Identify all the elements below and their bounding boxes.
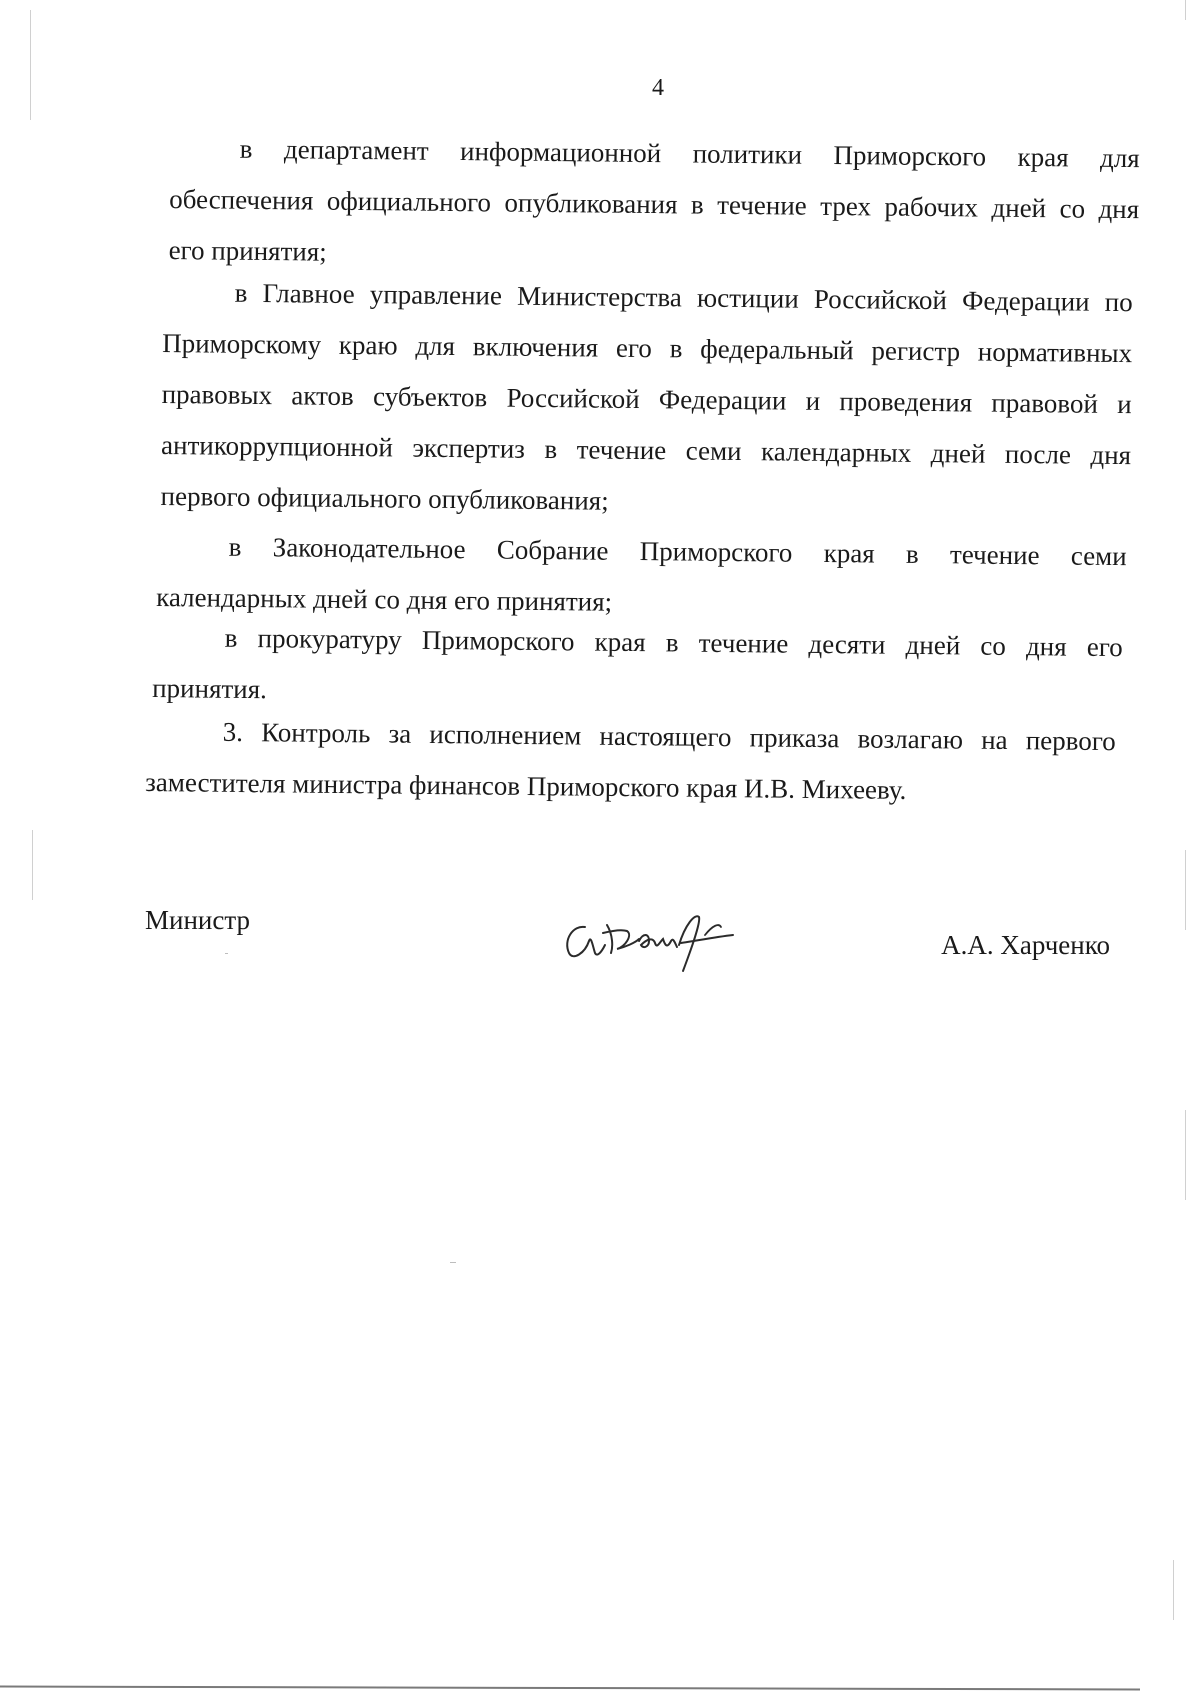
paragraph-line: 3. Контроль за исполнением настоящего приказа возлагаю на первого xyxy=(222,716,1116,757)
paragraph-2 xyxy=(160,267,1133,532)
scan-artifact xyxy=(225,953,228,954)
signature-block xyxy=(145,895,1110,985)
scan-artifact xyxy=(1185,1110,1186,1200)
scan-artifact xyxy=(1185,850,1186,930)
paragraph-line: его принятия; xyxy=(168,234,327,267)
signer-title: Министр xyxy=(145,905,250,935)
scan-artifact xyxy=(30,10,31,120)
paragraph-5 xyxy=(145,706,1116,818)
paragraph-line: календарных дней со дня его принятия; xyxy=(156,581,613,617)
paragraph-line: антикоррупционной экспертиз в течение семи календарных дней после дня xyxy=(160,429,1132,471)
paragraph-line: обеспечения официального опубликования в течение трех рабочих дней со дня xyxy=(169,183,1140,225)
paragraph-line: в Законодательное Собрание Приморского края в течение семи xyxy=(228,531,1127,572)
paragraph-line: в прокуратуру Приморского края в течение десяти дней со дня его xyxy=(224,622,1123,663)
paragraph-line: первого официального опубликования; xyxy=(160,480,609,516)
paragraph-line: в департамент информационной политики Приморского края для xyxy=(239,133,1140,174)
paragraph-1 xyxy=(168,123,1140,286)
page-number: 4 xyxy=(652,75,664,101)
scan-artifact xyxy=(1173,1560,1174,1620)
paragraph-line: принятия. xyxy=(152,672,268,705)
scan-artifact xyxy=(450,1262,456,1263)
paragraph-line: заместителя министра финансов Приморского края И.В. Михееву. xyxy=(145,766,907,805)
signer-name: А.А. Харченко xyxy=(941,930,1110,960)
paragraph-line: в Главное управление Министерства юстиции Российской Федерации по xyxy=(234,277,1133,318)
handwritten-signature xyxy=(555,895,755,975)
scan-artifact xyxy=(1185,0,1186,20)
page-bottom-edge xyxy=(0,1686,1140,1691)
scan-artifact xyxy=(32,830,33,900)
paragraph-line: Приморскому краю для включения его в федеральный регистр нормативных xyxy=(162,327,1133,369)
paragraph-line: правовых актов субъектов Российской Федерации и проведения правовой и xyxy=(161,378,1132,420)
